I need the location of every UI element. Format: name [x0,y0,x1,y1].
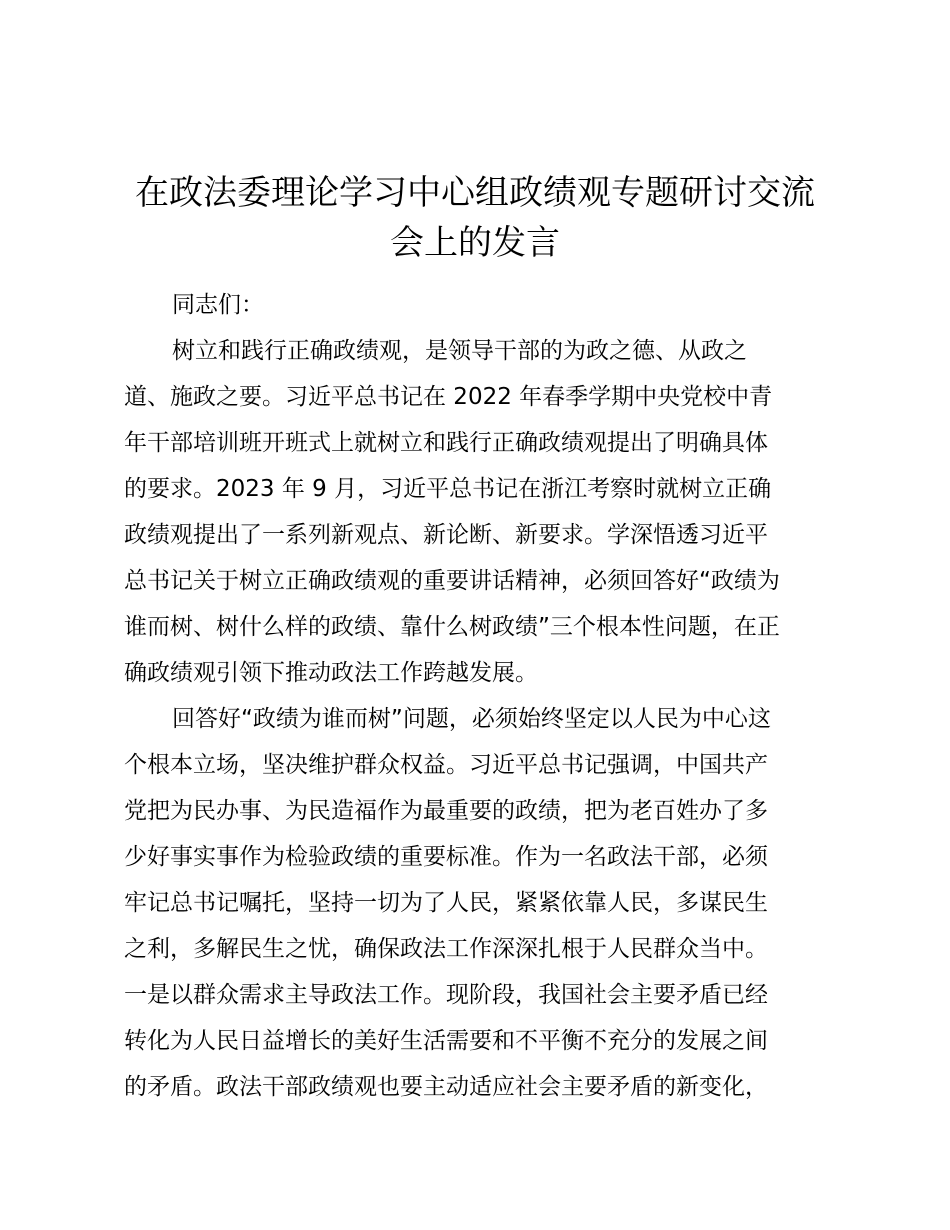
paragraph-2-line: 个根本立场，坚决维护群众权益。习近平总书记强调，中国共产 [124,752,768,778]
paragraph-1-line: 政绩观提出了一系列新观点、新论断、新要求。学深悟透习近平 [124,522,768,548]
paragraph-2-line: 党把为民办事、为民造福作为最重要的政绩，把为老百姓办了多 [124,798,768,824]
document-body [124,282,840,1110]
paragraph-2-line: 回答好“政绩为谁而树”问题，必须始终坚定以人民为中心这 [172,706,771,732]
paragraph-1-line: 年干部培训班开班式上就树立和践行正确政绩观提出了明确具体 [124,430,768,456]
paragraph-2-line: 少好事实事作为检验政绩的重要标准。作为一名政法干部，必须 [124,844,768,870]
paragraph-1-line: 树立和践行正确政绩观，是领导干部的为政之德、从政之 [172,338,747,364]
paragraph-1-line: 谁而树、树什么样的政绩、靠什么树政绩”三个根本性问题，在正 [124,614,780,640]
paragraph-2-line: 牢记总书记嘱托，坚持一切为了人民，紧紧依靠人民，多谋民生 [124,890,768,916]
salutation: 同志们： [172,292,264,318]
paragraph-2-line: 之利，多解民生之忧，确保政法工作深深扎根于人民群众当中。 [124,936,768,962]
paragraph-1-line: 道、施政之要。习近平总书记在 2022 年春季学期中央党校中青 [124,384,773,410]
title-line-2: 会上的发言 [390,223,560,263]
paragraph-1-line: 的要求。2023 年 9 月，习近平总书记在浙江考察时就树立正确 [124,476,772,502]
paragraph-1-line: 总书记关于树立正确政绩观的重要讲话精神，必须回答好“政绩为 [124,568,780,594]
paragraph-2-line: 的矛盾。政法干部政绩观也要主动适应社会主要矛盾的新变化， [124,1074,768,1100]
paragraph-2-line: 一是以群众需求主导政法工作。现阶段，我国社会主要矛盾已经 [124,982,768,1008]
title-line-1: 在政法委理论学习中心组政绩观专题研讨交流 [135,173,815,213]
paragraph-2-line: 转化为人民日益增长的美好生活需要和不平衡不充分的发展之间 [124,1028,768,1054]
paragraph-1-line: 确政绩观引领下推动政法工作跨越发展。 [124,660,538,686]
document-title [110,168,840,268]
